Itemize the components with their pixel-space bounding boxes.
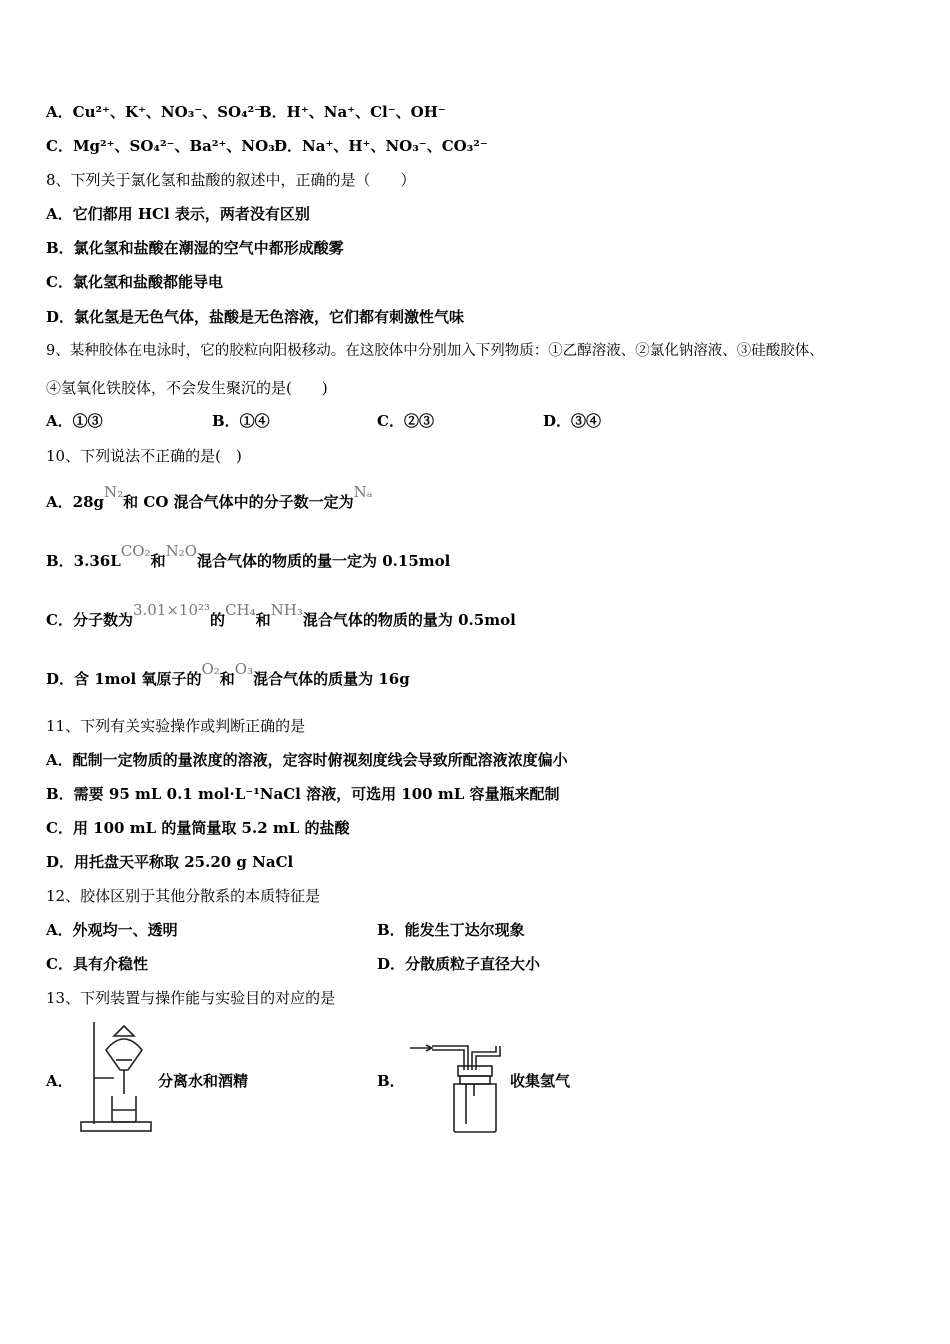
q10-d-post: 混合气体的质量为 16g	[253, 670, 410, 688]
q13-option-b-text: 收集氢气	[510, 1072, 571, 1090]
separatory-funnel-apparatus-icon	[76, 1018, 156, 1134]
q7-option-b[interactable]: B．H⁺、Na⁺、Cl⁻、OH⁻	[259, 103, 446, 121]
q9-stem-line1: 9、某种胶体在电泳时，它的胶粒向阳极移动。在这胶体中分别加入下列物质：①乙醇溶液、②氯化钠溶液、③硅酸胶体、	[46, 343, 824, 359]
q12-stem: 12、胶体区别于其他分散系的本质特征是	[46, 887, 321, 905]
q9-option-d[interactable]: D．③④	[543, 412, 602, 430]
q11-option-a[interactable]: A．配制一定物质的量浓度的溶液，定容时俯视刻度线会导致所配溶液浓度偏小	[46, 751, 568, 769]
q7-option-a[interactable]: A．Cu²⁺、K⁺、NO₃⁻、SO₄²⁻	[46, 103, 263, 121]
formula-co2: CO₂	[120, 542, 151, 560]
q10-c-prefix: C．分子数为	[46, 611, 133, 629]
q9-option-b[interactable]: B．①④	[212, 412, 270, 430]
formula-o3: O₃	[234, 660, 254, 678]
q10-option-d[interactable]	[46, 660, 410, 689]
q10-b-prefix: B．3.36L	[46, 552, 121, 570]
q11-option-d[interactable]: D．用托盘天平称取 25.20 g NaCl	[46, 853, 294, 871]
q8-option-b[interactable]: B．氯化氢和盐酸在潮湿的空气中都形成酸雾	[46, 239, 344, 257]
q11-option-b[interactable]: B．需要 95 mL 0.1 mol·L⁻¹NaCl 溶液，可选用 100 mL 容量瓶来配制	[46, 785, 560, 803]
q10-b-mid: 和	[150, 552, 166, 570]
gas-collecting-bottle-icon	[408, 1036, 504, 1136]
formula-o2: O₂	[201, 660, 220, 678]
q10-d-prefix: D．含 1mol 氧原子的	[46, 670, 202, 688]
q12-option-c[interactable]: C．具有介稳性	[46, 955, 148, 973]
q10-a-prefix: A．28g	[46, 493, 105, 511]
q10-c-post: 混合气体的物质的量为 0.5mol	[302, 611, 516, 629]
q13-option-b-label[interactable]: B．	[377, 1072, 405, 1090]
q7-option-c[interactable]: C．Mg²⁺、SO₄²⁻、Ba²⁺、NO₃⁻	[46, 137, 283, 155]
q9-option-c[interactable]: C．②③	[377, 412, 434, 430]
q9-stem-line2: ④氢氧化铁胶体，不会发生聚沉的是( )	[46, 379, 328, 397]
formula-nh3: NH₃	[270, 601, 303, 619]
q10-option-c[interactable]	[46, 601, 516, 630]
q10-stem: 10、下列说法不正确的是( )	[46, 447, 242, 465]
q12-option-d[interactable]: D．分散质粒子直径大小	[377, 955, 541, 973]
q10-option-b[interactable]	[46, 542, 451, 571]
q8-option-c[interactable]: C．氯化氢和盐酸都能导电	[46, 273, 223, 291]
q12-option-b[interactable]: B．能发生丁达尔现象	[377, 921, 525, 939]
q10-a-mid: 和 CO 混合气体中的分子数一定为	[123, 493, 354, 511]
q7-option-d[interactable]: D．Na⁺、H⁺、NO₃⁻、CO₃²⁻	[274, 137, 488, 155]
formula-ch4: CH₄	[225, 601, 256, 619]
q10-c-mid2: 和	[255, 611, 271, 629]
q10-d-mid: 和	[219, 670, 235, 688]
formula-avogadro-count: 3.01×10²³	[132, 601, 211, 619]
q8-option-d[interactable]: D．氯化氢是无色气体，盐酸是无色溶液，它们都有刺激性气味	[46, 308, 465, 326]
q8-stem: 8、下列关于氯化氢和盐酸的叙述中，正确的是（ ）	[46, 171, 416, 189]
q9-option-a[interactable]: A．①③	[46, 412, 103, 430]
formula-na: Nₐ	[353, 483, 373, 501]
q13-option-a-label[interactable]: A．	[46, 1072, 73, 1090]
q10-b-post: 混合气体的物质的量一定为 0.15mol	[197, 552, 451, 570]
q11-option-c[interactable]: C．用 100 mL 的量筒量取 5.2 mL 的盐酸	[46, 819, 350, 837]
q12-option-a[interactable]: A．外观均一、透明	[46, 921, 178, 939]
q11-stem: 11、下列有关实验操作或判断正确的是	[46, 717, 306, 735]
q10-option-a[interactable]	[46, 483, 373, 512]
q10-c-mid1: 的	[210, 611, 226, 629]
q13-option-a-text: 分离水和酒精	[158, 1072, 249, 1090]
formula-n2: N₂	[104, 483, 124, 501]
q8-option-a[interactable]: A．它们都用 HCl 表示，两者没有区别	[46, 205, 310, 223]
q13-stem: 13、下列装置与操作能与实验目的对应的是	[46, 989, 336, 1007]
formula-n2o: N₂O	[165, 542, 198, 560]
